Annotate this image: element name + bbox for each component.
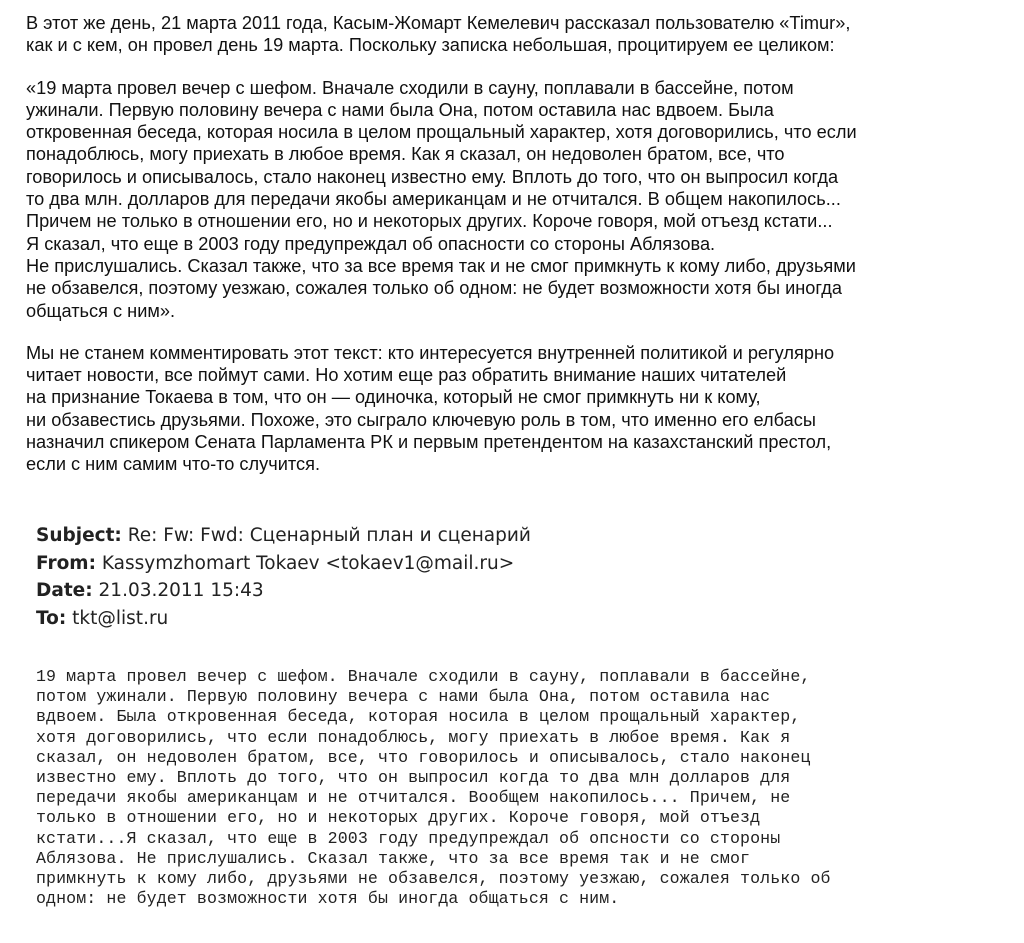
text-line: на признание Токаева в том, что он — одиночка, который не смог примкнуть ни к кому, [26, 387, 761, 408]
text-line: не обзавелся, поэтому уезжаю, сожалея только об одном: не будет возможности хотя бы иногда [26, 278, 842, 299]
text-line: ни обзавестись друзьями. Похоже, это сыграло ключевую роль в том, что именно его елбасы [26, 409, 816, 430]
email-body-line: сказал, он недоволен братом, все, что говорилось и описывалось, стало наконец [36, 747, 811, 767]
email-subject-label: Subject: [36, 525, 122, 546]
paragraph-spacer [26, 322, 1001, 342]
email-body-line: кстати...Я сказал, что еще в 2003 году предупреждал об опсности со стороны [36, 828, 781, 848]
text-line: «19 марта провел вечер с шефом. Вначале сходили в сауну, поплавали в бассейне, потом [26, 77, 794, 98]
email-from-row [36, 550, 736, 578]
email-body-line: только в отношении его, но и некоторых других. Короче говоря, мой отъезд [36, 808, 761, 828]
email-body-line: потом ужинали. Первую половину вечера с нами была Она, потом оставила нас [36, 687, 771, 707]
email-date-label: Date: [36, 580, 93, 601]
email-date-row [36, 577, 736, 605]
email-body-line: хотя договорились, что если понадоблюсь, могу приехать в любое время. Как я [36, 727, 791, 747]
comment-paragraph [26, 342, 1001, 476]
article-text [26, 12, 1001, 476]
text-line: В этот же день, 21 марта 2011 года, Касым-Жомарт Кемелевич рассказал пользователю «Timur», [26, 13, 851, 33]
text-line: понадоблюсь, могу приехать в любое время. Как я сказал, он недоволен братом, все, что [26, 144, 785, 165]
text-line: общаться с ним». [26, 300, 176, 321]
intro-paragraph [26, 12, 1001, 57]
text-line: Не прислушались. Сказал также, что за все время так и не смог примкнуть к кому либо, друзьями [26, 255, 856, 276]
email-body-line: передачи якобы американцам и не отчитался. Вообщем накопилось... Причем, не [36, 788, 791, 808]
text-line: ужинали. Первую половину вечера с нами была Она, потом оставила нас вдвоем. Была [26, 99, 774, 120]
email-body-line: Аблязова. Не прислушались. Сказал также, что за все время так и не смог [36, 848, 751, 868]
text-line: назначил спикером Сената Парламента РК и первым претендентом на казахстанский престол, [26, 432, 832, 453]
email-date-value: 21.03.2011 15:43 [98, 580, 264, 601]
email-body-line: вдвоем. Была откровенная беседа, которая носила в целом прощальный характер, [36, 707, 801, 727]
text-line: Причем не только в отношении его, но и некоторых других. Короче говоря, мой отъезд кстати... [26, 211, 833, 232]
email-to-value: tkt@list.ru [72, 607, 169, 629]
text-line: читает новости, все поймут сами. Но хотим еще раз обратить внимание наших читателей [26, 365, 787, 386]
email-body [36, 667, 996, 909]
text-line: Я сказал, что еще в 2003 году предупреждал об опасности со стороны Аблязова. [26, 233, 716, 254]
email-to-label: To: [36, 607, 67, 629]
email-body-line: примкнуть к кому либо, друзьями не обзавелся, поэтому уезжаю, сожалея только об [36, 869, 831, 889]
email-from-value: Kassymzhomart Tokaev <tokaev1@mail.ru> [101, 552, 515, 574]
email-body-line: одном: не будет возможности хотя бы иногда общаться с ним. [36, 889, 620, 909]
email-body-line: известно ему. Вплоть до того, что он выпросил когда то два млн долларов для [36, 768, 791, 788]
email-body-line: 19 марта провел вечер с шефом. Вначале сходили в сауну, поплавали в бассейне, [36, 667, 811, 686]
paragraph-spacer [26, 57, 1001, 77]
email-from-label: From: [36, 552, 96, 574]
text-line: откровенная беседа, которая носила в целом прощальный характер, хотя договорились, что если [26, 122, 857, 143]
email-header [36, 522, 736, 632]
email-subject-value: Re: Fw: Fwd: Сценарный план и сценарий [127, 525, 531, 546]
text-line: если с ним самим что-то случится. [26, 454, 320, 475]
text-line: как и с кем, он провел день 19 марта. Поскольку записка небольшая, процитируем ее целиком: [26, 35, 835, 56]
email-subject-row [36, 522, 736, 550]
quote-paragraph [26, 77, 1001, 322]
text-line: Мы не станем комментировать этот текст: кто интересуется внутренней политикой и регулярно [26, 342, 835, 363]
text-line: то два млн. долларов для передачи якобы американцам и не отчитался. В общем накопилось... [26, 189, 841, 210]
text-line: говорилось и описывалось, стало наконец известно ему. Вплоть до того, что он выпросил когда [26, 166, 839, 187]
email-to-row [36, 605, 736, 633]
